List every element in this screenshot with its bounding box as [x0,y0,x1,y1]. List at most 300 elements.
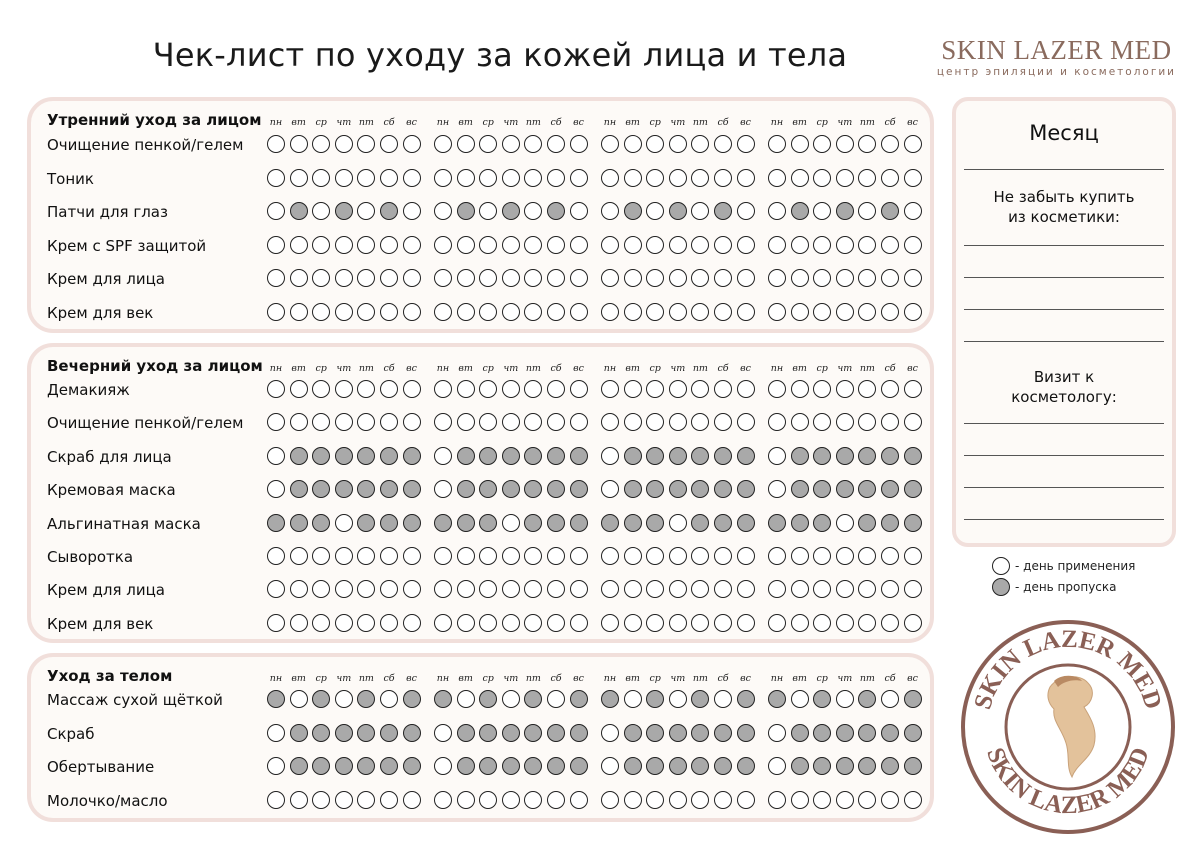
day-checkbox-skipped[interactable] [813,514,831,532]
day-checkbox-skipped[interactable] [547,724,565,742]
day-checkbox[interactable] [267,614,285,632]
day-checkbox[interactable] [434,236,452,254]
day-checkbox[interactable] [691,413,709,431]
day-checkbox[interactable] [737,547,755,565]
day-checkbox-skipped[interactable] [457,724,475,742]
day-checkbox[interactable] [380,580,398,598]
day-checkbox[interactable] [646,303,664,321]
day-checkbox[interactable] [479,580,497,598]
day-checkbox[interactable] [524,236,542,254]
day-checkbox-skipped[interactable] [714,757,732,775]
day-checkbox[interactable] [434,614,452,632]
day-checkbox[interactable] [312,614,330,632]
day-checkbox[interactable] [547,791,565,809]
day-checkbox[interactable] [858,614,876,632]
day-checkbox[interactable] [881,614,899,632]
day-checkbox[interactable] [502,547,520,565]
day-checkbox[interactable] [335,380,353,398]
day-checkbox-skipped[interactable] [502,447,520,465]
day-checkbox[interactable] [601,724,619,742]
day-checkbox[interactable] [646,135,664,153]
day-checkbox[interactable] [714,690,732,708]
day-checkbox-skipped[interactable] [691,724,709,742]
day-checkbox[interactable] [601,303,619,321]
day-checkbox[interactable] [267,480,285,498]
day-checkbox[interactable] [646,580,664,598]
day-checkbox[interactable] [434,169,452,187]
day-checkbox[interactable] [836,413,854,431]
day-checkbox[interactable] [669,135,687,153]
day-checkbox[interactable] [335,614,353,632]
day-checkbox-skipped[interactable] [403,724,421,742]
day-checkbox[interactable] [714,135,732,153]
day-checkbox-skipped[interactable] [714,202,732,220]
day-checkbox[interactable] [624,690,642,708]
day-checkbox[interactable] [904,547,922,565]
day-checkbox[interactable] [813,169,831,187]
day-checkbox[interactable] [714,303,732,321]
day-checkbox[interactable] [768,169,786,187]
day-checkbox[interactable] [858,269,876,287]
day-checkbox[interactable] [858,413,876,431]
day-checkbox-skipped[interactable] [524,757,542,775]
day-checkbox[interactable] [403,791,421,809]
day-checkbox-skipped[interactable] [457,480,475,498]
day-checkbox[interactable] [570,269,588,287]
day-checkbox[interactable] [479,135,497,153]
day-checkbox[interactable] [457,614,475,632]
day-checkbox[interactable] [357,202,375,220]
day-checkbox[interactable] [547,135,565,153]
day-checkbox[interactable] [791,413,809,431]
day-checkbox[interactable] [858,169,876,187]
day-checkbox[interactable] [312,413,330,431]
day-checkbox[interactable] [457,169,475,187]
day-checkbox-skipped[interactable] [791,480,809,498]
day-checkbox[interactable] [624,269,642,287]
day-checkbox[interactable] [768,135,786,153]
day-checkbox-skipped[interactable] [357,514,375,532]
day-checkbox-skipped[interactable] [570,724,588,742]
day-checkbox[interactable] [434,724,452,742]
day-checkbox[interactable] [457,690,475,708]
day-checkbox[interactable] [858,380,876,398]
day-checkbox[interactable] [646,202,664,220]
day-checkbox[interactable] [403,303,421,321]
day-checkbox-skipped[interactable] [624,514,642,532]
day-checkbox[interactable] [791,580,809,598]
day-checkbox[interactable] [768,303,786,321]
day-checkbox[interactable] [524,303,542,321]
day-checkbox[interactable] [479,236,497,254]
day-checkbox[interactable] [714,580,732,598]
day-checkbox[interactable] [768,791,786,809]
day-checkbox-skipped[interactable] [547,514,565,532]
day-checkbox[interactable] [380,135,398,153]
day-checkbox[interactable] [714,236,732,254]
day-checkbox-skipped[interactable] [737,514,755,532]
day-checkbox[interactable] [881,580,899,598]
day-checkbox[interactable] [457,303,475,321]
day-checkbox[interactable] [335,413,353,431]
day-checkbox[interactable] [290,614,308,632]
day-checkbox[interactable] [403,269,421,287]
day-checkbox-skipped[interactable] [791,724,809,742]
day-checkbox-skipped[interactable] [357,690,375,708]
day-checkbox-skipped[interactable] [691,447,709,465]
day-checkbox-skipped[interactable] [768,690,786,708]
day-checkbox-skipped[interactable] [858,447,876,465]
day-checkbox[interactable] [624,547,642,565]
day-checkbox[interactable] [267,413,285,431]
day-checkbox[interactable] [312,236,330,254]
day-checkbox-skipped[interactable] [403,514,421,532]
day-checkbox-skipped[interactable] [502,757,520,775]
day-checkbox[interactable] [267,757,285,775]
day-checkbox[interactable] [479,547,497,565]
day-checkbox[interactable] [691,614,709,632]
day-checkbox-skipped[interactable] [479,447,497,465]
day-checkbox[interactable] [737,169,755,187]
day-checkbox[interactable] [267,724,285,742]
day-checkbox-skipped[interactable] [669,202,687,220]
day-checkbox[interactable] [601,202,619,220]
month-line[interactable] [964,169,1164,170]
day-checkbox[interactable] [335,547,353,565]
day-checkbox[interactable] [547,614,565,632]
day-checkbox[interactable] [380,413,398,431]
day-checkbox[interactable] [267,236,285,254]
day-checkbox[interactable] [335,580,353,598]
day-checkbox[interactable] [380,614,398,632]
day-checkbox-skipped[interactable] [524,724,542,742]
day-checkbox[interactable] [357,135,375,153]
day-checkbox[interactable] [691,135,709,153]
note-line[interactable] [964,423,1164,424]
day-checkbox[interactable] [524,169,542,187]
day-checkbox[interactable] [691,580,709,598]
day-checkbox[interactable] [691,169,709,187]
day-checkbox[interactable] [791,791,809,809]
note-line[interactable] [964,277,1164,278]
day-checkbox[interactable] [836,135,854,153]
day-checkbox[interactable] [403,614,421,632]
day-checkbox[interactable] [858,580,876,598]
day-checkbox[interactable] [570,202,588,220]
day-checkbox[interactable] [624,791,642,809]
day-checkbox[interactable] [791,614,809,632]
day-checkbox[interactable] [479,380,497,398]
day-checkbox[interactable] [357,169,375,187]
day-checkbox[interactable] [570,236,588,254]
day-checkbox[interactable] [570,547,588,565]
day-checkbox-skipped[interactable] [357,447,375,465]
day-checkbox-skipped[interactable] [502,202,520,220]
day-checkbox[interactable] [904,614,922,632]
day-checkbox[interactable] [813,202,831,220]
day-checkbox[interactable] [267,169,285,187]
day-checkbox-skipped[interactable] [570,690,588,708]
day-checkbox[interactable] [791,135,809,153]
day-checkbox-skipped[interactable] [601,514,619,532]
day-checkbox[interactable] [737,380,755,398]
day-checkbox-skipped[interactable] [737,480,755,498]
day-checkbox-skipped[interactable] [714,480,732,498]
day-checkbox-skipped[interactable] [904,514,922,532]
day-checkbox-skipped[interactable] [624,447,642,465]
day-checkbox[interactable] [290,380,308,398]
day-checkbox[interactable] [904,380,922,398]
day-checkbox[interactable] [858,135,876,153]
day-checkbox-skipped[interactable] [881,480,899,498]
day-checkbox-skipped[interactable] [312,724,330,742]
day-checkbox-skipped[interactable] [380,480,398,498]
day-checkbox-skipped[interactable] [479,480,497,498]
day-checkbox[interactable] [403,380,421,398]
day-checkbox-skipped[interactable] [836,202,854,220]
day-checkbox[interactable] [669,690,687,708]
day-checkbox-skipped[interactable] [290,447,308,465]
day-checkbox[interactable] [457,380,475,398]
day-checkbox[interactable] [813,135,831,153]
day-checkbox[interactable] [768,269,786,287]
day-checkbox[interactable] [434,202,452,220]
day-checkbox[interactable] [768,757,786,775]
day-checkbox[interactable] [434,447,452,465]
day-checkbox[interactable] [836,236,854,254]
day-checkbox[interactable] [791,269,809,287]
day-checkbox[interactable] [267,269,285,287]
day-checkbox-skipped[interactable] [335,724,353,742]
day-checkbox[interactable] [624,580,642,598]
day-checkbox[interactable] [457,547,475,565]
day-checkbox[interactable] [502,135,520,153]
day-checkbox[interactable] [904,303,922,321]
day-checkbox[interactable] [691,202,709,220]
day-checkbox[interactable] [714,413,732,431]
day-checkbox[interactable] [502,413,520,431]
day-checkbox[interactable] [691,236,709,254]
day-checkbox-skipped[interactable] [836,480,854,498]
day-checkbox[interactable] [737,236,755,254]
day-checkbox[interactable] [434,791,452,809]
day-checkbox[interactable] [290,791,308,809]
day-checkbox-skipped[interactable] [646,480,664,498]
day-checkbox[interactable] [836,380,854,398]
day-checkbox-skipped[interactable] [858,690,876,708]
day-checkbox[interactable] [357,269,375,287]
day-checkbox[interactable] [836,169,854,187]
day-checkbox-skipped[interactable] [312,757,330,775]
day-checkbox[interactable] [768,724,786,742]
day-checkbox-skipped[interactable] [669,480,687,498]
day-checkbox-skipped[interactable] [714,447,732,465]
day-checkbox[interactable] [601,413,619,431]
day-checkbox[interactable] [403,169,421,187]
day-checkbox[interactable] [380,236,398,254]
day-checkbox[interactable] [403,236,421,254]
note-line[interactable] [964,487,1164,488]
day-checkbox[interactable] [502,169,520,187]
day-checkbox[interactable] [380,303,398,321]
day-checkbox-skipped[interactable] [434,514,452,532]
day-checkbox-skipped[interactable] [380,757,398,775]
day-checkbox-skipped[interactable] [836,757,854,775]
day-checkbox[interactable] [312,303,330,321]
day-checkbox[interactable] [646,236,664,254]
day-checkbox[interactable] [881,547,899,565]
day-checkbox[interactable] [691,303,709,321]
day-checkbox[interactable] [570,614,588,632]
day-checkbox-skipped[interactable] [290,480,308,498]
day-checkbox[interactable] [312,135,330,153]
day-checkbox[interactable] [768,580,786,598]
day-checkbox[interactable] [624,169,642,187]
day-checkbox-skipped[interactable] [524,480,542,498]
day-checkbox-skipped[interactable] [737,447,755,465]
day-checkbox-skipped[interactable] [669,757,687,775]
day-checkbox-skipped[interactable] [335,202,353,220]
day-checkbox[interactable] [836,269,854,287]
day-checkbox[interactable] [403,547,421,565]
day-checkbox[interactable] [737,303,755,321]
day-checkbox-skipped[interactable] [737,724,755,742]
day-checkbox[interactable] [881,413,899,431]
day-checkbox[interactable] [267,447,285,465]
day-checkbox-skipped[interactable] [524,690,542,708]
day-checkbox[interactable] [881,791,899,809]
day-checkbox[interactable] [737,791,755,809]
day-checkbox-skipped[interactable] [904,724,922,742]
day-checkbox-skipped[interactable] [836,447,854,465]
day-checkbox[interactable] [380,169,398,187]
day-checkbox[interactable] [434,135,452,153]
day-checkbox-skipped[interactable] [691,480,709,498]
day-checkbox-skipped[interactable] [403,757,421,775]
note-line[interactable] [964,455,1164,456]
day-checkbox[interactable] [881,303,899,321]
day-checkbox[interactable] [524,580,542,598]
day-checkbox[interactable] [813,269,831,287]
day-checkbox[interactable] [457,413,475,431]
day-checkbox-skipped[interactable] [624,202,642,220]
day-checkbox-skipped[interactable] [791,447,809,465]
day-checkbox[interactable] [601,135,619,153]
day-checkbox[interactable] [335,690,353,708]
day-checkbox[interactable] [524,614,542,632]
day-checkbox[interactable] [714,269,732,287]
day-checkbox[interactable] [457,580,475,598]
day-checkbox-skipped[interactable] [904,447,922,465]
day-checkbox[interactable] [624,135,642,153]
day-checkbox[interactable] [904,413,922,431]
day-checkbox-skipped[interactable] [881,514,899,532]
day-checkbox[interactable] [813,547,831,565]
day-checkbox-skipped[interactable] [502,480,520,498]
day-checkbox[interactable] [601,169,619,187]
day-checkbox-skipped[interactable] [813,447,831,465]
day-checkbox[interactable] [335,269,353,287]
day-checkbox[interactable] [904,135,922,153]
day-checkbox-skipped[interactable] [669,447,687,465]
day-checkbox-skipped[interactable] [290,514,308,532]
day-checkbox[interactable] [570,169,588,187]
day-checkbox[interactable] [457,236,475,254]
note-line[interactable] [964,309,1164,310]
day-checkbox[interactable] [791,236,809,254]
day-checkbox-skipped[interactable] [813,480,831,498]
day-checkbox[interactable] [267,547,285,565]
day-checkbox[interactable] [601,269,619,287]
day-checkbox[interactable] [836,303,854,321]
day-checkbox[interactable] [791,303,809,321]
day-checkbox[interactable] [737,202,755,220]
day-checkbox[interactable] [646,413,664,431]
day-checkbox[interactable] [881,690,899,708]
day-checkbox[interactable] [267,580,285,598]
day-checkbox[interactable] [646,269,664,287]
day-checkbox-skipped[interactable] [768,514,786,532]
day-checkbox[interactable] [646,380,664,398]
day-checkbox-skipped[interactable] [357,757,375,775]
day-checkbox-skipped[interactable] [335,447,353,465]
day-checkbox[interactable] [813,303,831,321]
day-checkbox[interactable] [669,269,687,287]
day-checkbox[interactable] [502,690,520,708]
day-checkbox-skipped[interactable] [714,724,732,742]
day-checkbox[interactable] [547,236,565,254]
day-checkbox[interactable] [357,380,375,398]
day-checkbox-skipped[interactable] [380,724,398,742]
day-checkbox[interactable] [312,547,330,565]
day-checkbox[interactable] [570,135,588,153]
day-checkbox-skipped[interactable] [290,202,308,220]
day-checkbox[interactable] [434,757,452,775]
day-checkbox[interactable] [502,236,520,254]
day-checkbox[interactable] [267,202,285,220]
day-checkbox-skipped[interactable] [691,514,709,532]
day-checkbox[interactable] [570,791,588,809]
day-checkbox[interactable] [434,380,452,398]
day-checkbox[interactable] [312,791,330,809]
day-checkbox[interactable] [669,303,687,321]
day-checkbox[interactable] [570,303,588,321]
day-checkbox-skipped[interactable] [312,447,330,465]
day-checkbox[interactable] [904,169,922,187]
day-checkbox[interactable] [335,303,353,321]
day-checkbox[interactable] [502,514,520,532]
day-checkbox-skipped[interactable] [267,514,285,532]
day-checkbox[interactable] [669,791,687,809]
day-checkbox[interactable] [601,580,619,598]
day-checkbox[interactable] [858,202,876,220]
day-checkbox-skipped[interactable] [524,514,542,532]
day-checkbox[interactable] [624,380,642,398]
day-checkbox-skipped[interactable] [547,202,565,220]
day-checkbox[interactable] [357,791,375,809]
day-checkbox-skipped[interactable] [267,690,285,708]
day-checkbox-skipped[interactable] [479,690,497,708]
day-checkbox[interactable] [624,614,642,632]
day-checkbox[interactable] [858,236,876,254]
day-checkbox[interactable] [457,135,475,153]
day-checkbox[interactable] [691,380,709,398]
day-checkbox-skipped[interactable] [547,447,565,465]
day-checkbox-skipped[interactable] [646,690,664,708]
day-checkbox-skipped[interactable] [570,447,588,465]
day-checkbox-skipped[interactable] [290,757,308,775]
day-checkbox[interactable] [403,135,421,153]
